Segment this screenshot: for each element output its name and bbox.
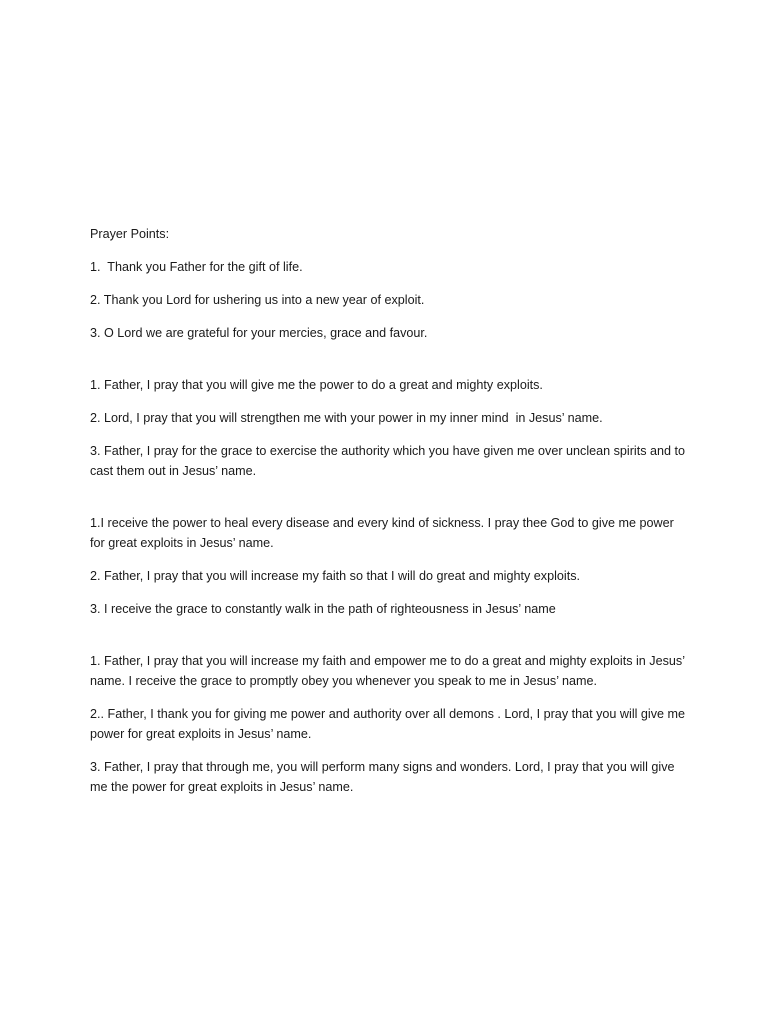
prayer-point: 1. Father, I pray that you will increase my faith and empower me to do a great and mighty exploits in Jesus’ name. I receive the grace to promptly obey you whenever you speak to me in Jesus’ name. (90, 654, 689, 688)
prayer-section-healing (90, 513, 690, 619)
prayer-point: 2.. Father, I thank you for giving me power and authority over all demons . Lord, I pray that you will give me power for great exploits in Jesus’ name. (90, 707, 689, 741)
prayer-point: 1. Father, I pray that you will give me the power to do a great and mighty exploits. (90, 378, 543, 392)
prayer-section-thanksgiving (90, 257, 690, 343)
prayer-point: 2. Thank you Lord for ushering us into a new year of exploit. (90, 293, 425, 307)
document-body (90, 224, 690, 797)
prayer-point: 2. Father, I pray that you will increase my faith so that I will do great and mighty exploits. (90, 569, 580, 583)
prayer-point: 1.I receive the power to heal every disease and every kind of sickness. I pray thee God to give me power for great exploits in Jesus’ name. (90, 516, 678, 550)
prayer-point: 3. Father, I pray that through me, you will perform many signs and wonders. Lord, I pray that you will give me the power for great exploits in Jesus’ name. (90, 760, 678, 794)
prayer-point: 2. Lord, I pray that you will strengthen me with your power in my inner mind in Jesus’ name. (90, 411, 603, 425)
prayer-point: 3. O Lord we are grateful for your mercies, grace and favour. (90, 326, 428, 340)
page-heading: Prayer Points: (90, 227, 170, 241)
prayer-point: 1. Thank you Father for the gift of life. (90, 260, 303, 274)
prayer-point: 3. I receive the grace to constantly walk in the path of righteousness in Jesus’ name (90, 602, 556, 616)
prayer-point: 3. Father, I pray for the grace to exercise the authority which you have given me over unclean spirits and to cast them out in Jesus’ name. (90, 444, 689, 478)
prayer-section-power (90, 375, 690, 481)
prayer-section-exploits (90, 651, 690, 797)
